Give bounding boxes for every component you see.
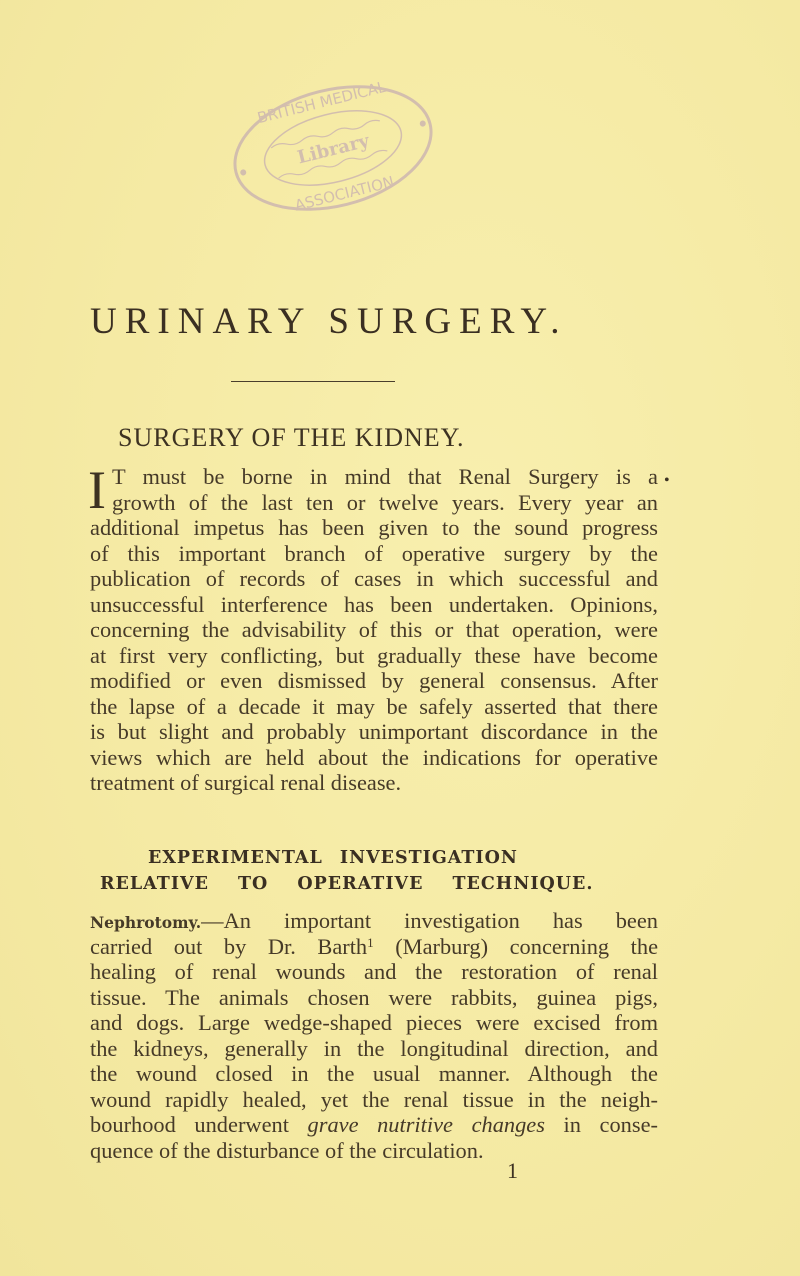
runin-heading: Nephrotomy. (90, 913, 202, 932)
intro-paragraph (88, 460, 658, 796)
svg-text:BRITISH MEDICAL: BRITISH MEDICAL (255, 78, 388, 128)
text-line: carried out by Dr. Barth$^1$ (Marburg) concerning the (90, 933, 659, 959)
text-line: of this important branch of operative surgery by the (90, 540, 658, 566)
text-line: the kidneys, generally in the longitudinal direction, and (90, 1035, 658, 1061)
text-line: healing of renal wounds and the restoration of renal (90, 959, 658, 984)
margin-mark: • (664, 472, 670, 489)
library-stamp-icon (228, 78, 438, 218)
text-line: treatment of surgical renal disease. (90, 770, 402, 795)
footnote-reference: 1 (367, 934, 374, 950)
text-line: is but slight and probably unimportant discordance in the (90, 719, 658, 744)
subsection-heading-line1: EXPERIMENTAL INVESTIGATION (148, 848, 518, 868)
book-title: URINARY SURGERY. (90, 301, 568, 342)
svg-text:ASSOCIATION: ASSOCIATION (292, 172, 396, 215)
text-line: tissue. The animals chosen were rabbits, guinea pigs, (90, 984, 658, 1010)
text-line: growth of the last ten or twelve years. Every year an (111, 489, 658, 515)
svg-text:Library: Library (295, 130, 372, 169)
text-line: quence of the disturbance of the circulation. (90, 1137, 484, 1163)
text-line: and dogs. Large wedge-shaped pieces were excised from (90, 1010, 658, 1035)
drop-cap: I (88, 460, 106, 520)
text-line: bourhood underwent grave nutritive changes in conse- (90, 1112, 658, 1137)
text-line: at first very conflicting, but gradually these have become (90, 642, 658, 668)
text-line: the lapse of a decade it may be safely asserted that there (90, 693, 658, 719)
title-divider (231, 381, 395, 382)
text-line: modified or even dismissed by general consensus. After (90, 668, 658, 693)
section-title: SURGERY OF THE KIDNEY. (118, 423, 465, 452)
text-line: the wound closed in the usual manner. Although the (90, 1061, 658, 1086)
italic-phrase: grave nutritive changes (307, 1112, 545, 1137)
text-line: views which are held about the indications for operative (90, 744, 658, 770)
text-line: unsuccessful interference has been undertaken. Opinions, (90, 591, 658, 617)
subsection-heading-line2: RELATIVE TO OPERATIVE TECHNIQUE. (100, 874, 594, 894)
text-line: T must be borne in mind that Renal Surgery is a (111, 464, 658, 489)
text-line: wound rapidly healed, yet the renal tissue in the neigh- (90, 1086, 658, 1112)
text-line: concerning the advisability of this or that operation, were (90, 617, 658, 642)
text-line: publication of records of cases in which successful and (90, 566, 658, 591)
signature-mark: 1 (507, 1158, 518, 1183)
text-line: Nephrotomy.—An important investigation has been (90, 908, 658, 933)
nephrotomy-paragraph (90, 908, 658, 1163)
text-line: additional impetus has been given to the sound progress (90, 515, 658, 540)
